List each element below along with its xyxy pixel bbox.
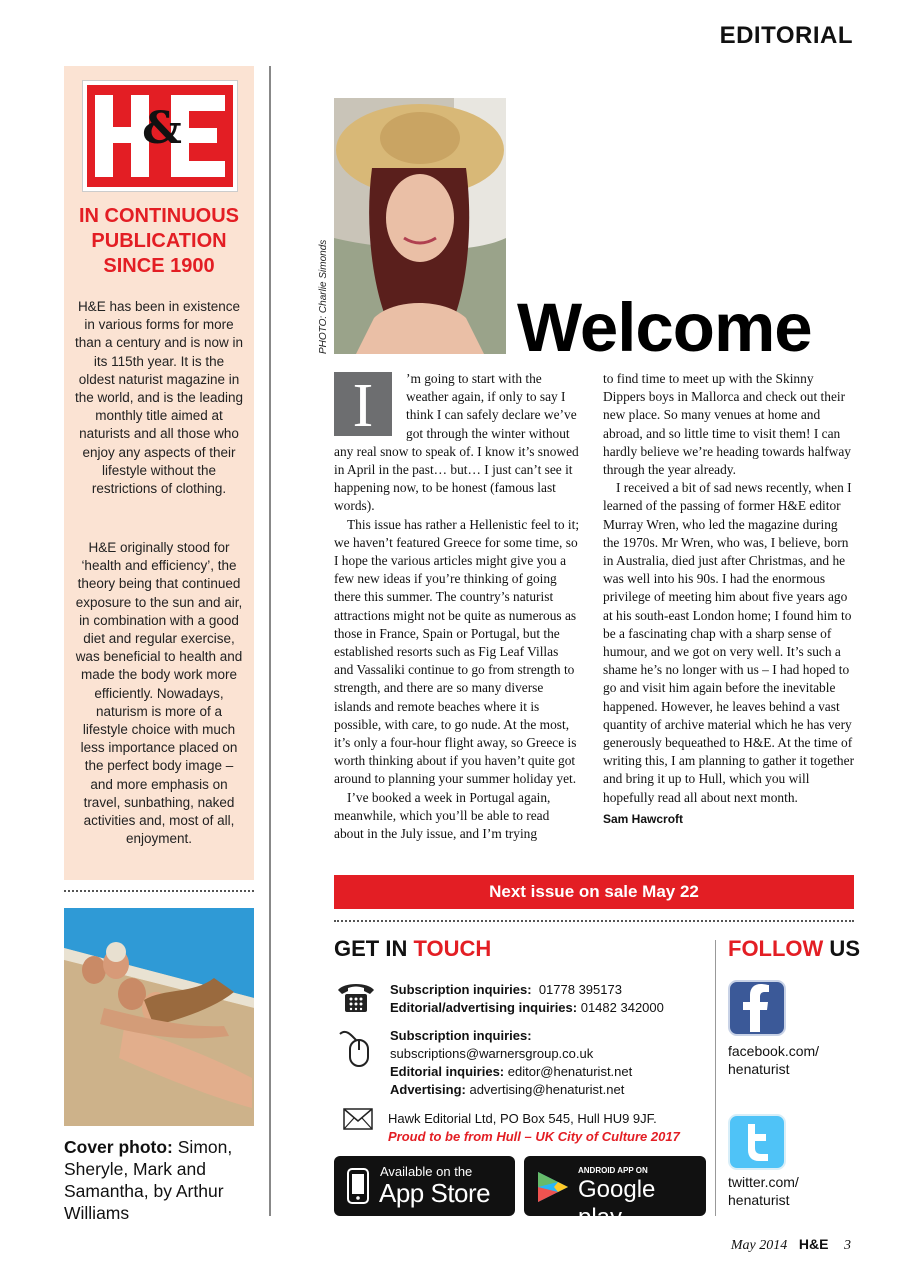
hull-tagline: Proud to be from Hull – UK City of Culture 2017 <box>388 1129 680 1144</box>
issue-date: May 2014 <box>730 1238 788 1253</box>
advertising-email-link[interactable]: advertising@henaturist.net <box>469 1082 625 1097</box>
article-paragraph: ’m going to start with the weather again, if only to say I think I can safely declare we’ve got through the winter without any real snow to speak of. I know it’s snowed in April in the past… but… I just can’t see it happening now, to be honest (famous last words). <box>334 371 579 514</box>
article-paragraph: I received a bit of sad news recently, when I learned of the passing of former H&E editor Murray Wren, who led the magazine during the 1970s. Mr Wren, who was, I believe, born in Australia, died just after Christmas, and he was well into his 90s. I had the enormous privilege of meeting him about five years ago at his south-east London home; I found him to be a fascinating chap with a sharp sense of humour, and we got on very well. It’s such a shame he’s no longer with us – I had hoped to go and visit him again before the inevitable happened. However, he leaves behind a vast quantity of archive material which he has very generously bequeathed to H&E. At the time of writing this, I am planning to gather it together and bring it up to Hull, which you will hopefully read all about next month. <box>603 480 855 805</box>
postal-address: Hawk Editorial Ltd, PO Box 545, Hull HU9 9JF. <box>388 1111 657 1126</box>
app-store-small-text: Available on the <box>380 1164 473 1179</box>
follow-divider <box>715 940 716 1216</box>
section-label: EDITORIAL <box>719 22 853 49</box>
editorial-email-link[interactable]: editor@henaturist.net <box>507 1064 633 1079</box>
envelope-icon <box>343 1108 373 1135</box>
he-logo-graphic <box>87 85 233 187</box>
phone-icon <box>346 1168 370 1204</box>
article-paragraph: This issue has rather a Hellenistic feel to it; we haven’t featured Greece for some time, so I hope the various articles might give you a few new ideas if you’re thinking of going there this summer. The country’s naturist attractions might not be quite as numerous as those in France, Spain or Portugal, but the established resorts such as Fig Leaf Villas and Vassaliki continue to go from strength to strength, and there are so many diverse islands and remote beaches where it is possible, with care, to go nude. At the most, it’s only a four-hour flight away, so Greece is worth thinking about if you haven’t quite got around to planning your summer holiday yet. <box>334 516 580 787</box>
follow-us-heading: FOLLOW US <box>728 936 860 961</box>
app-store-button[interactable] <box>334 1156 515 1216</box>
google-play-big-text: Google play <box>578 1176 656 1231</box>
article-title: Welcome <box>517 289 812 366</box>
cover-photo <box>64 908 254 1126</box>
svg-text:&: & <box>142 103 178 154</box>
article-paragraph: I’ve booked a week in Portugal again, meanwhile, which you’ll be able to read about in the July issue, and I’m trying <box>334 789 551 842</box>
get-in-touch-heading: GET IN TOUCH <box>334 936 492 961</box>
next-issue-banner: Next issue on sale May 22 <box>334 875 854 909</box>
drop-cap: I <box>334 372 392 436</box>
mouse-icon <box>336 1028 372 1073</box>
article-column-2 <box>603 370 855 828</box>
email-contacts: Subscription inquiries: subscriptions@warnersgroup.co.uk Editorial inquiries: editor@henaturist.net Advertising: advertising@henaturist.net <box>390 1028 633 1097</box>
telephone-icon <box>336 980 376 1019</box>
page-footer <box>731 1236 851 1254</box>
twitter-icon[interactable] <box>728 1114 786 1175</box>
subscription-email-link[interactable]: subscriptions@warnersgroup.co.uk <box>390 1046 594 1061</box>
he-logo <box>82 80 238 192</box>
article-paragraph: to find time to meet up with the Skinny Dippers boys in Mallorca and check out their new place. So many venues at home and abroad, and so little time to visit them! I can hardly believe we’re heading towards halfway through the year already. <box>603 371 851 478</box>
article-column-1 <box>334 370 580 843</box>
banner-divider <box>334 920 854 922</box>
play-icon <box>536 1170 570 1204</box>
page-number: 3 <box>844 1238 851 1253</box>
app-store-big-text: App Store <box>379 1178 491 1208</box>
facebook-icon[interactable] <box>728 980 786 1041</box>
sidebar-heading: IN CONTINUOUS PUBLICATION SINCE 1900 <box>79 205 239 277</box>
facebook-link[interactable]: facebook.com/ henaturist <box>728 1043 820 1077</box>
sidebar-panel <box>64 66 254 880</box>
phone-contacts: Subscription inquiries: 01778 395173 Editorial/advertising inquiries: 01482 342000 <box>390 982 664 1015</box>
author-signature: Sam Hawcroft <box>603 811 684 826</box>
magazine-name: H&E <box>798 1236 829 1252</box>
google-play-small-text: ANDROID APP ON <box>578 1166 648 1175</box>
twitter-link[interactable]: twitter.com/ henaturist <box>728 1174 799 1208</box>
google-play-button[interactable] <box>524 1156 706 1231</box>
sidebar-divider <box>64 890 254 892</box>
editor-portrait-photo <box>334 98 506 354</box>
photo-credit: PHOTO: Charlie Simonds <box>318 239 329 354</box>
cover-caption: Cover photo: Simon, Sheryle, Mark and Samantha, by Arthur Williams <box>64 1137 233 1223</box>
sidebar-paragraph-meaning: H&E originally stood for ‘health and efficiency’, the theory being that continued exposure to the sun and air, in combination with a good diet and regular exercise, was beneficial to health and made the body work more efficiently. Nowadays, naturism is more of a lifestyle choice with much less importance placed on the perfect body image – and more emphasis on travel, sunbathing, naked activities and, most of all, enjoyment. <box>75 540 243 847</box>
column-rule <box>269 66 271 1216</box>
sidebar-paragraph-history: H&E has been in existence in various forms for more than a century and is now in its 115th year. It is the oldest naturist magazine in the world, and is the leading monthly title aimed at naturists and all those who enjoy any aspects of their lifestyle without the restrictions of clothing. <box>74 299 244 497</box>
